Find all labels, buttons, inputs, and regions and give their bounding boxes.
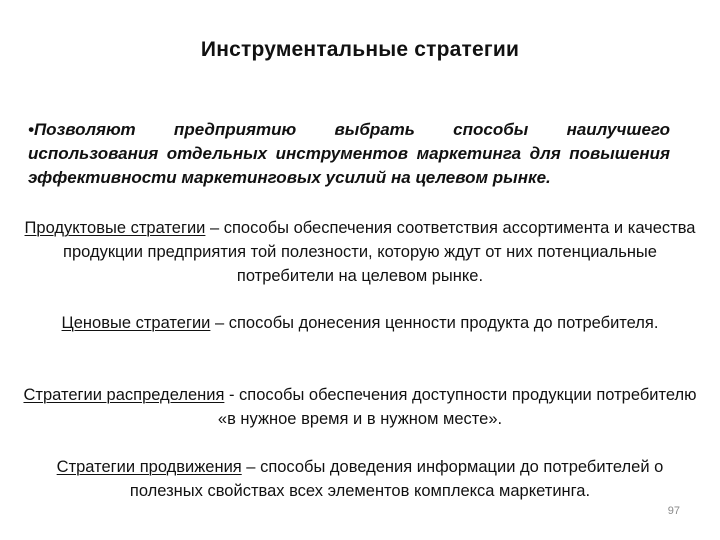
promotion-strategies-text: – способы доведения информации до потребителей о полезных свойствах всех элементов комплекса маркетинга.: [129, 458, 664, 500]
promotion-strategies-paragraph: [20, 455, 700, 503]
distribution-strategies-paragraph: [20, 383, 700, 431]
distribution-strategies-text: - способы обеспечения доступности продукции потребителю «в нужное время и в нужном месте».: [217, 386, 697, 428]
price-strategies-term: Ценовые стратегии: [61, 314, 211, 332]
price-strategies-paragraph: [20, 311, 700, 335]
intro-bullet: •Позволяют предприятию выбрать способы наилучшего использования отдельных инструментов маркетинга для повышения эффективности маркетинговых усилий на целевом рынке.: [28, 120, 670, 187]
price-strategies-text: – способы донесения ценности продукта до потребителя.: [210, 314, 659, 332]
promotion-strategies-term: Стратегии продвижения: [56, 458, 242, 476]
product-strategies-text: – способы обеспечения соответствия ассортимента и качества продукции предприятия той полезности, которую ждут от них потенциальные потребители на целевом рынке.: [63, 219, 696, 285]
product-strategies-paragraph: [20, 216, 700, 288]
slide-title: Инструментальные стратегии: [200, 38, 520, 61]
product-strategies-term: Продуктовые стратегии: [24, 219, 206, 237]
page-number: 97: [667, 505, 680, 517]
distribution-strategies-term: Стратегии распределения: [23, 386, 225, 404]
